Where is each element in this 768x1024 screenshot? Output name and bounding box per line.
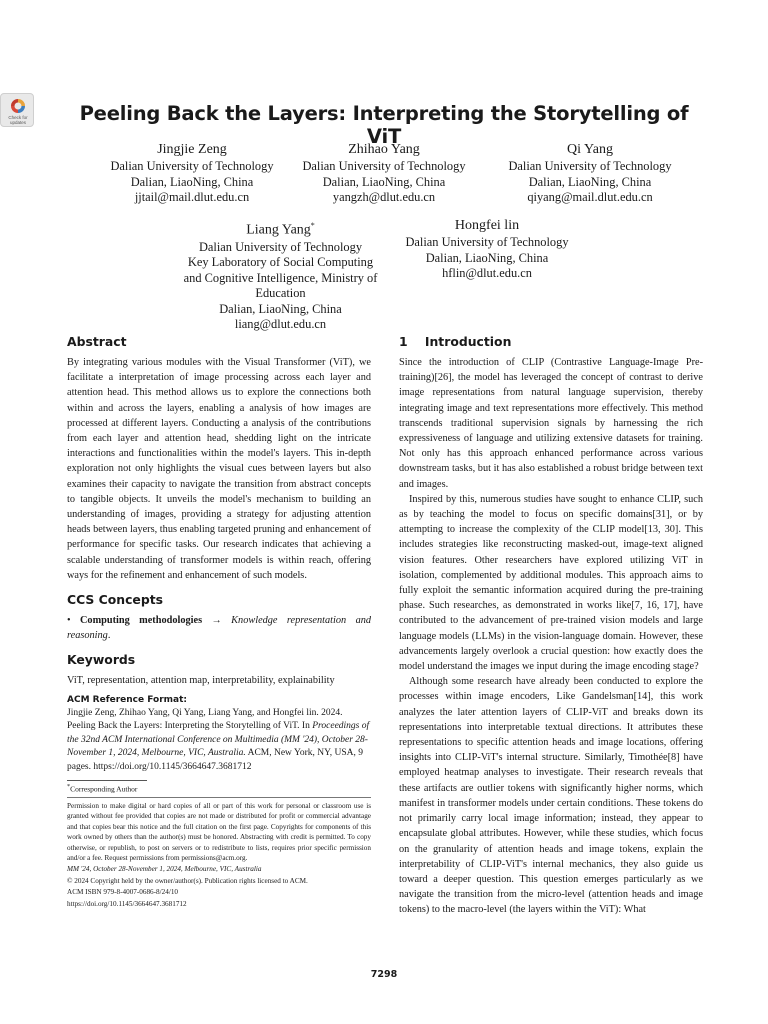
keywords-heading: Keywords: [67, 652, 136, 668]
author-block: [475, 141, 705, 206]
acm-ref-heading: ACM Reference Format:: [67, 694, 187, 705]
author-location: Dalian, LiaoNing, China: [425, 250, 549, 265]
author-location: Dalian, LiaoNing, China: [528, 174, 652, 189]
right-column: [399, 334, 703, 918]
ccs-text: [67, 613, 371, 643]
intro-paragraph: Since the introduction of CLIP (Contrastive Language-Image Pre-training)[26], the model has leveraged the concept of contrast to derive image representations from natural language supervision, thereby integrating image and text representations more effectively. This method transcends traditional supervision signals by harnessing the rich expressiveness of language and utilizing extensive datasets for training. Not only has this approach enhanced performance across various downstream tasks, but it has also established a robust bridge between text and images.: [399, 357, 703, 490]
check-for-updates-badge[interactable]: [0, 93, 34, 127]
author-location: Dalian, LiaoNing, China: [130, 174, 254, 189]
ccs-section: [67, 592, 371, 643]
keywords-text: ViT, representation, attention map, interpretability, explainability: [67, 675, 335, 687]
footnote: *Corresponding Author: [67, 780, 147, 794]
author-location: Dalian, LiaoNing, China: [322, 174, 446, 189]
abstract-text: By integrating various modules with the Visual Transformer (ViT), we facilitate a interpretation of image processing across each layer and attention head. This method allows us to explore the connections both within and across the layers, enabling a analysis of how images are processed at different layers. Conducting a analysis of the contributions from each layer and attention head, shedding light on the intricate interactions and functionalities within the model's layers. This in-depth exploration not only highlights the visual cues between layers but also examines their capacity to navigate the transition from abstract concepts to tangible objects. It unveils the model's mechanism to building an understanding of images, providing a strategy for adjusting attention heads between layers, thus enabling targeted pruning and enhancement of performance for specific tasks. Our research indicates that achieving a scalable understanding of transformer models is within reach, offering ways for the refinement and enhancement of such models.: [67, 357, 371, 581]
author-email[interactable]: jjtail@mail.dlut.edu.cn: [134, 190, 250, 204]
author-affiliation: Dalian University of Technology: [405, 235, 569, 249]
ccs-term: Computing methodologies: [80, 615, 203, 627]
author-affiliation: Dalian University of Technology: [302, 159, 466, 173]
keywords-section: [67, 652, 371, 688]
ccs-end: .: [107, 630, 111, 642]
ccs-arrow: →: [211, 615, 222, 627]
left-column: [67, 334, 371, 794]
author-name: Liang Yang*: [246, 221, 315, 238]
author-email[interactable]: yangzh@dlut.edu.cn: [332, 190, 436, 204]
intro-paragraph: Inspired by this, numerous studies have sought to enhance CLIP, such as by teaching the model to focus on specific domains[31], or by attempting to increase the complexity of the CLIP model[13, 30]. This includes strategies like reconstructing masked-out, image-text aligned vision features. Other researchers have explored utilizing ViT in isolation, complemented by additional modules. This approach aims to fully exploit the semantic information acquired during the pre-training phase. Such researches, as demonstrated in works like[7, 16, 17], have contributed to the advancement of pre-trained vision models and large language models (LLMs) in the vision-language domain. However, these advancements largely overlook a crucial question: how exactly does the model understand the images we input during the image encoding stage?: [399, 493, 703, 673]
author-lab: Key Laboratory of Social Computing and Cognitive Intelligence, Ministry of Education: [183, 255, 378, 301]
ccs-bullet: •: [67, 615, 71, 627]
author-location: Dalian, LiaoNing, China: [219, 301, 342, 316]
conference-line: MM '24, October 28-November 1, 2024, Melbourne, VIC, Australia: [67, 865, 262, 874]
author-block: [372, 217, 602, 282]
ccs-heading: CCS Concepts: [67, 592, 163, 608]
author-affiliation: Dalian University of Technology: [508, 159, 672, 173]
doi-link[interactable]: https://doi.org/10.1145/3664647.3681712: [67, 899, 187, 908]
author-name: Hongfei lin: [454, 218, 520, 233]
ccs-rest: Knowledge representation and reasoning: [67, 615, 372, 642]
check-for-updates-icon: [10, 98, 26, 114]
author-name: Zhihao Yang: [348, 142, 420, 157]
introduction-heading: 1 Introduction: [399, 334, 512, 349]
author-block: [178, 217, 383, 333]
copyright-line: © 2024 Copyright held by the owner/author(s). Publication rights licensed to ACM.: [67, 876, 308, 885]
paper-title: Peeling Back the Layers: Interpreting the Storytelling of ViT: [79, 102, 689, 148]
permission-block: [67, 797, 371, 909]
author-block: [269, 141, 499, 206]
author-email[interactable]: hflin@dlut.edu.cn: [442, 266, 532, 280]
author-email[interactable]: liang@dlut.edu.cn: [234, 317, 327, 332]
author-affiliation: Dalian University of Technology: [198, 239, 363, 254]
page-number: 7298: [370, 969, 398, 980]
badge-text: Check for updates: [8, 115, 28, 125]
intro-paragraph: Although some research have already been conducted to explore the processes within image encoders, Like Gandelsman[14], this work analyzes the later attention layers of CLIP-ViT and breaks down its representations into interpretable textual directions. It attributes these representations to specific attention heads and image locations, offering insights into CLIP-ViT's internal structure. Similarly, Timothée[8] have employed heatmap analyses to investigate. Their research reveals that these artifacts are outlier tokens with significantly higher norms, which manifest in transformer models under certain conditions. These tokens do not primarily carry local image information; instead, they appear to encapsulate global attributes. However, while these studies, which focus on the granularity of attention heads and image tokens, explain the interpretability of CLIP-ViT's internal mechanics, they also guide us toward a deeper question. This question emerges particularly as we navigate the transition from the micro-level (attention heads and image tokens) to the macro-level (the layers within the ViT): What: [399, 676, 703, 916]
author-affiliation: Dalian University of Technology: [110, 159, 274, 173]
permission-text: Permission to make digital or hard copies of all or part of this work for personal or classroom use is granted without fee provided that copies are not made or distributed for profit or commercial advantage and that copies bear this notice and the full citation on the first page. Copyrights for components of this work owned by others than the author(s) must be honored. Abstracting with credit is permitted. To copy otherwise, or republish, to post on servers or to redistribute to lists, requires prior specific permission and/or a fee. Request permissions from permissions@acm.org.: [67, 802, 371, 863]
acm-ref-text: Jingjie Zeng, Zhihao Yang, Qi Yang, Liang Yang, and Hongfei lin. 2024. Peeling Back the Layers: Interpreting the Storytelling of ViT. In Proceedings of the 32nd ACM International Conference on Multimedia (MM '24), October 28-November 1, 2024, Melbourne, VIC, Australia. ACM, New York, NY, USA, 9 pages. https://doi.org/10.1145/3664647.3681712: [67, 707, 370, 772]
abstract-heading: Abstract: [67, 334, 127, 349]
isbn-line: ACM ISBN 979-8-4007-0686-8/24/10: [67, 888, 179, 897]
acm-ref-venue: Proceedings of the 32nd ACM International Conference on Multimedia (MM '24), October 28-November 1, 2024, Melbourne, VIC, Australia.: [67, 721, 370, 759]
author-name: Jingjie Zeng: [157, 142, 227, 157]
abstract-section: [67, 334, 371, 583]
author-name: Qi Yang: [567, 142, 613, 157]
author-email[interactable]: qiyang@mail.dlut.edu.cn: [527, 190, 653, 204]
corresponding-mark: *: [310, 221, 315, 230]
